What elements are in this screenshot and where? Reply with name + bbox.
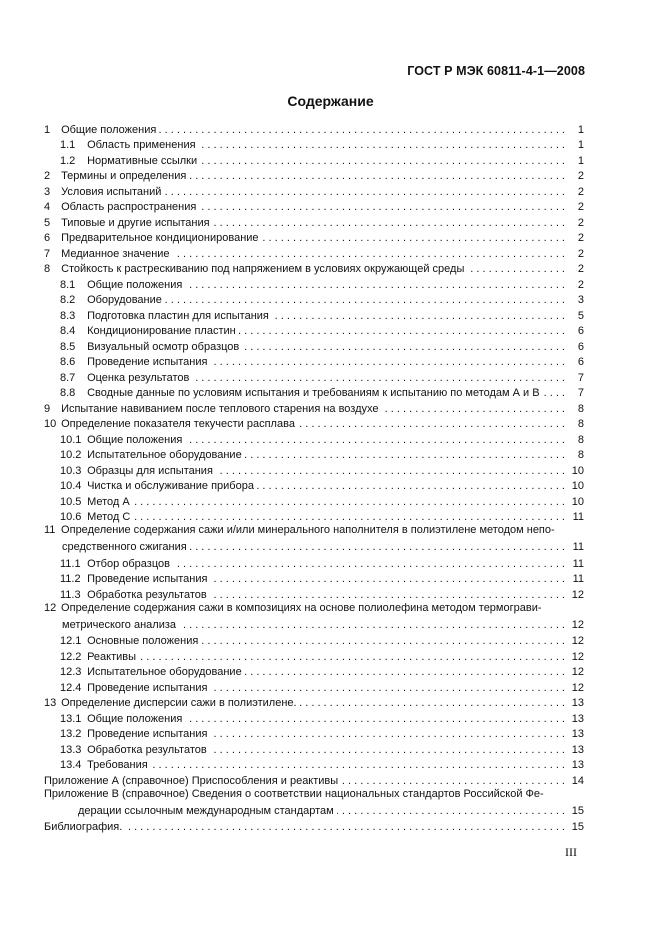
toc-entry[interactable] [44, 291, 584, 307]
toc-entry-page: 11 [572, 573, 584, 585]
toc-entry-label: Общие положения [87, 712, 183, 725]
toc-entry-label: Образцы для испытания [87, 464, 213, 477]
toc-entry-label: Проведение испытания [87, 573, 208, 585]
toc-entry[interactable] [44, 229, 584, 245]
toc-entry-number: 13.1 [60, 712, 82, 725]
toc-entry-page: 10 [571, 480, 584, 492]
toc-entry[interactable] [44, 524, 584, 553]
dot-leader [467, 263, 565, 275]
toc-entry-number: 10.1 [60, 433, 82, 446]
toc-entry-page: 11 [572, 557, 584, 570]
dot-leader [210, 744, 565, 756]
toc-entry[interactable] [44, 167, 584, 183]
dot-leader [213, 217, 565, 229]
toc-entry-page: 13 [571, 697, 584, 709]
toc-entry-label: Стойкость к растрескиванию под напряжением в условиях окружающей среды [61, 263, 465, 275]
toc-entry-page: 12 [571, 650, 584, 663]
toc-entry-label: Проведение испытания [87, 356, 208, 368]
dot-leader [210, 356, 565, 368]
toc-entry-label: Область применения [87, 139, 196, 151]
dot-leader [242, 341, 565, 353]
toc-entry-number: 8.5 [60, 340, 76, 353]
toc-entry-label: Условия испытаний [61, 185, 162, 198]
toc-entry-number: 8.6 [60, 356, 76, 368]
toc-entry-number: 11 [44, 524, 56, 536]
toc-entry[interactable] [44, 678, 584, 694]
toc-entry[interactable] [44, 818, 584, 834]
dot-leader [239, 325, 565, 337]
toc-entry[interactable] [44, 492, 584, 508]
toc-entry-page: 12 [571, 618, 584, 631]
toc-entry-number: 8.4 [60, 325, 76, 337]
toc-entry[interactable] [44, 306, 584, 322]
toc-entry-label: Термины и определения [61, 170, 187, 182]
toc-entry-label: Нормативные ссылки [87, 154, 198, 167]
toc-entry[interactable] [44, 182, 584, 198]
toc-entry-label: Реактивы [87, 650, 137, 663]
dot-leader [210, 573, 565, 585]
toc-entry[interactable] [44, 244, 584, 260]
toc-entry[interactable] [44, 477, 584, 493]
toc-entry-label: Обработка результатов [87, 743, 207, 756]
toc-entry-number: 11.2 [60, 573, 81, 585]
toc-entry-label: Определение показателя текучести расплава [61, 418, 295, 430]
toc-entry-label: Оценка результатов [87, 371, 190, 384]
toc-entry-page: 2 [577, 278, 584, 291]
toc-entry[interactable] [44, 461, 584, 477]
dot-leader [272, 310, 565, 322]
toc-entry[interactable] [44, 213, 584, 229]
toc-entry-label: Испытание навиванием после теплового старения на воздухе [61, 402, 379, 415]
toc-entry-number: 10.2 [60, 449, 82, 461]
toc-entry-label: Определение дисперсии сажи в полиэтилене. [61, 697, 297, 709]
toc-entry-number: 10.4 [60, 480, 82, 492]
toc-entry[interactable] [44, 771, 584, 787]
toc-entry-number: 12.4 [60, 681, 82, 694]
toc-entry-page: 2 [577, 232, 584, 244]
toc-entry-number: 2 [44, 170, 51, 182]
toc-entry-label: Общие положения [87, 278, 183, 291]
toc-entry[interactable] [44, 322, 584, 338]
toc-entry[interactable] [44, 446, 584, 462]
toc-entry-number: 1.2 [60, 154, 76, 167]
toc-entry[interactable] [44, 725, 584, 741]
toc-entry[interactable] [44, 709, 584, 725]
toc-entry-number: 10 [44, 418, 57, 430]
dot-leader [165, 294, 565, 306]
page-number: III [565, 845, 577, 859]
toc-entry-page: 13 [571, 759, 584, 771]
dot-leader [210, 589, 565, 601]
toc-entry-label: Сводные данные по условиям испытания и требованиям к испытанию по методам А и В [87, 387, 540, 399]
toc-entry[interactable] [44, 198, 584, 214]
toc-entry-page: 3 [577, 294, 584, 306]
toc-entry-number: 13.2 [60, 728, 82, 740]
toc-entry-label: Предварительное кондиционирование [61, 232, 259, 244]
dot-leader [200, 155, 565, 167]
toc-entry-page: 5 [577, 309, 584, 322]
toc-entry-page: 6 [577, 356, 584, 368]
toc-entry-label: Требования [87, 759, 148, 771]
dot-leader [185, 434, 565, 446]
toc-entry-label-line1: Определение содержания сажи в композициях на основе полиолефина методом термограви- [58, 601, 542, 614]
dot-leader [245, 666, 565, 678]
toc-entry[interactable] [44, 368, 584, 384]
toc-entry-number: 1.1 [60, 139, 76, 151]
toc-entry[interactable] [44, 430, 584, 446]
toc-entry-number: 13.3 [60, 743, 82, 756]
toc-entry-label: Проведение испытания [87, 681, 208, 694]
dot-leader [190, 541, 565, 553]
toc-entry-label: Общие положения [87, 433, 183, 446]
toc-entry-number: 10.6 [60, 511, 82, 523]
toc-entry-page: 6 [577, 340, 584, 353]
dot-leader [199, 139, 565, 151]
toc-entry-page: 2 [577, 201, 584, 213]
toc-entry-label: Испытательное оборудование [87, 449, 242, 461]
dot-leader [199, 201, 565, 213]
toc-entry-label: Кондиционирование пластин [87, 325, 236, 337]
toc-entry-number: 11.1 [60, 557, 81, 570]
toc-entry-number: 12.3 [60, 666, 82, 678]
toc-entry-page: 13 [571, 728, 584, 740]
dot-leader [257, 480, 565, 492]
toc-entry[interactable] [44, 384, 584, 400]
toc-entry-label: Библиография. [44, 821, 123, 833]
toc-entry-page: 15 [571, 804, 584, 817]
dot-leader [210, 728, 565, 740]
toc-entry-label: Метод С [87, 511, 131, 523]
toc-entry-label: Типовые и другие испытания [61, 216, 210, 229]
toc-entry-page: 13 [571, 712, 584, 725]
toc-entry-label-line1: Определение содержания сажи и/или минерального наполнителя в полиэтилене методом непо- [58, 524, 555, 536]
toc-entry-page: 7 [577, 371, 584, 384]
dot-leader [133, 496, 565, 508]
toc-entry-label: Основные положения [87, 635, 199, 647]
toc-entry-number: 10.5 [60, 495, 82, 508]
toc-entry[interactable] [44, 415, 584, 431]
toc-entry[interactable] [44, 585, 584, 601]
toc-entry-page: 2 [577, 263, 584, 275]
toc-entry-number: 8.8 [60, 387, 76, 399]
toc-entry-page: 1 [577, 123, 584, 136]
toc-entry-label: Общие положения [61, 123, 157, 136]
toc-entry-page: 11 [572, 541, 584, 553]
toc-entry-page: 8 [577, 402, 584, 415]
toc-entry-number: 8.7 [60, 371, 76, 384]
toc-entry[interactable] [44, 647, 584, 663]
toc-entry[interactable] [44, 694, 584, 710]
toc-entry-number: 5 [44, 216, 51, 229]
toc-entry-number: 4 [44, 201, 51, 213]
toc-entry-number: 3 [44, 185, 51, 198]
toc-entry-label: (справочное) Приспособления и реактивы [121, 774, 339, 787]
dot-leader [125, 821, 565, 833]
toc-entry-label: Метод А [87, 495, 130, 508]
toc-entry[interactable] [44, 508, 584, 524]
toc-entry[interactable] [44, 151, 584, 167]
toc-entry-page: 1 [577, 154, 584, 167]
toc-entry-label: Оборудование [87, 294, 162, 306]
toc-entry-page: 12 [571, 666, 584, 678]
dot-leader [543, 387, 565, 399]
toc-entry-number: 8.2 [60, 294, 76, 306]
toc-entry[interactable] [44, 602, 584, 631]
toc-entry-label: Медианное значение [61, 247, 170, 260]
toc-entry[interactable] [44, 756, 584, 772]
toc-entry-number: 1 [44, 123, 51, 136]
toc-entry-page: 11 [572, 511, 584, 523]
toc-entry-label: Подготовка пластин для испытания [87, 309, 269, 322]
toc-entry-page: 12 [571, 588, 584, 601]
table-of-contents [44, 120, 584, 833]
toc-entry-page: 2 [577, 185, 584, 198]
toc-entry-page: 7 [577, 387, 584, 399]
toc-entry-page: 8 [577, 449, 584, 461]
toc-entry[interactable] [44, 740, 584, 756]
toc-entry-page: 2 [577, 247, 584, 260]
toc-entry-label: Область распространения [61, 201, 197, 213]
toc-entry-number: 12.1 [60, 635, 82, 647]
toc-entry[interactable] [44, 399, 584, 415]
toc-entry-number: 6 [44, 232, 51, 244]
toc-entry[interactable] [44, 337, 584, 353]
toc-entry-number: 12 [44, 601, 57, 614]
toc-entry-label: Чистка и обслуживание прибора [87, 480, 254, 492]
toc-entry-page: 10 [571, 495, 584, 508]
toc-entry[interactable] [44, 632, 584, 648]
toc-entry-number: 13.4 [60, 759, 82, 771]
toc-entry-page: 13 [571, 743, 584, 756]
dot-leader [159, 124, 565, 136]
dot-leader [216, 465, 565, 477]
toc-entry-page: 14 [571, 774, 584, 787]
dot-leader [151, 759, 565, 771]
toc-entry-label: Обработка результатов [87, 588, 207, 601]
toc-entry[interactable] [44, 788, 584, 817]
dot-leader [185, 279, 565, 291]
toc-entry-page: 15 [571, 821, 584, 833]
toc-entry-number: 10.3 [60, 464, 82, 477]
toc-entry-label: Проведение испытания [87, 728, 208, 740]
dot-leader [262, 232, 565, 244]
dot-leader [192, 372, 565, 384]
toc-entry-label: средственного сжигания [62, 541, 187, 553]
dot-leader [185, 713, 565, 725]
toc-entry-number: 8.1 [60, 278, 76, 291]
toc-entry[interactable] [44, 275, 584, 291]
toc-entry-page: 8 [577, 433, 584, 446]
toc-entry[interactable] [44, 353, 584, 369]
toc-entry[interactable] [44, 570, 584, 586]
toc-entry[interactable] [44, 554, 584, 570]
toc-entry-label: метрического анализа [62, 618, 176, 631]
toc-entry-label: дерации ссылочным международным стандартам [78, 804, 334, 817]
toc-entry-number: 8.3 [60, 309, 76, 322]
toc-entry-label-line1: (справочное) Сведения о соответствии национальных стандартов Российской Фе- [118, 787, 544, 800]
toc-entry-number: 7 [44, 247, 51, 260]
toc-entry-page: 1 [577, 139, 584, 151]
dot-leader [164, 186, 565, 198]
toc-entry-page: 10 [571, 464, 584, 477]
toc-entry[interactable] [44, 120, 584, 136]
toc-entry-page: 6 [577, 325, 584, 337]
dot-leader [245, 449, 565, 461]
toc-entry-page: 8 [577, 418, 584, 430]
toc-entry-page: 12 [571, 635, 584, 647]
toc-entry-page: 12 [571, 681, 584, 694]
dot-leader [139, 651, 565, 663]
toc-entry-page: 2 [577, 216, 584, 229]
dot-leader [300, 697, 565, 709]
dot-leader [382, 403, 565, 415]
toc-entry[interactable] [44, 136, 584, 152]
dot-leader [210, 682, 565, 694]
toc-entry-number: 11.3 [60, 588, 81, 601]
dot-leader [201, 635, 565, 647]
toc-entry-number: 13 [44, 697, 57, 709]
toc-entry-page: 2 [577, 170, 584, 182]
toc-entry-number: 8 [44, 263, 51, 275]
toc-entry-number: Приложение В [44, 787, 119, 800]
dot-leader [298, 418, 565, 430]
dot-leader [179, 619, 565, 631]
toc-entry-label: Отбор образцов [87, 557, 170, 570]
toc-entry[interactable] [44, 663, 584, 679]
dot-leader [189, 170, 565, 182]
toc-entry-label: Испытательное оборудование [87, 666, 242, 678]
toc-entry[interactable] [44, 260, 584, 276]
dot-leader [173, 558, 565, 570]
document-header: ГОСТ Р МЭК 60811-4-1—2008 [407, 64, 585, 78]
toc-entry-label: Визуальный осмотр образцов [87, 340, 240, 353]
toc-entry-number: 12.2 [60, 650, 82, 663]
dot-leader [341, 775, 565, 787]
toc-entry-number: 9 [44, 402, 51, 415]
dot-leader [337, 805, 565, 817]
toc-entry-number: Приложение А [44, 774, 119, 787]
dot-leader [173, 248, 565, 260]
dot-leader [133, 511, 565, 523]
page-title: Содержание [287, 93, 374, 109]
